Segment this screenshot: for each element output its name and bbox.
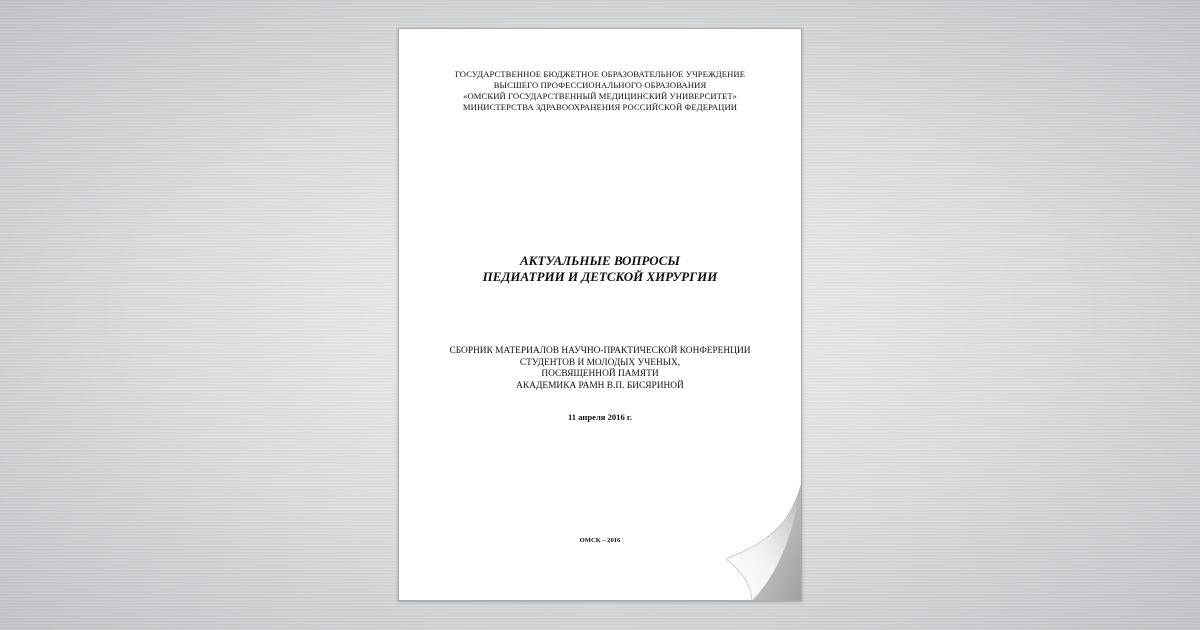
institution-line: «ОМСКИЙ ГОСУДАРСТВЕННЫЙ МЕДИЦИНСКИЙ УНИВЕРСИТЕТ» <box>463 91 737 101</box>
title-line: АКТУАЛЬНЫЕ ВОПРОСЫ <box>520 253 680 268</box>
document-page <box>398 28 802 601</box>
collection-line: АКАДЕМИКА РАМН В.П. БИСЯРИНОЙ <box>516 380 684 391</box>
institution-line: ГОСУДАРСТВЕННОЕ БЮДЖЕТНОЕ ОБРАЗОВАТЕЛЬНОЕ УЧРЕЖДЕНИЕ <box>454 69 746 79</box>
collection-line: СТУДЕНТОВ И МОЛОДЫХ УЧЕНЫХ, <box>519 357 681 368</box>
document-title <box>399 253 801 285</box>
collection-line: СБОРНИК МАТЕРИАЛОВ НАУЧНО-ПРАКТИЧЕСКОЙ КОНФЕРЕНЦИИ <box>449 346 751 356</box>
city-year: ОМСК – 2016 <box>579 537 621 544</box>
institution-header <box>399 69 801 113</box>
conference-date: 11 апреля 2016 г. <box>567 412 633 422</box>
institution-line: МИНИСТЕРСТВА ЗДРАВООХРАНЕНИЯ РОССИЙСКОЙ ФЕДЕРАЦИИ <box>462 102 738 112</box>
collection-description <box>399 346 801 392</box>
title-line: ПЕДИАТРИИ И ДЕТСКОЙ ХИРУРГИИ <box>482 269 718 284</box>
page-curl-icon <box>722 481 802 601</box>
institution-line: ВЫСШЕГО ПРОФЕССИОНАЛЬНОГО ОБРАЗОВАНИЯ <box>493 80 707 90</box>
collection-line: ПОСВЯЩЕННОЙ ПАМЯТИ <box>541 369 659 379</box>
